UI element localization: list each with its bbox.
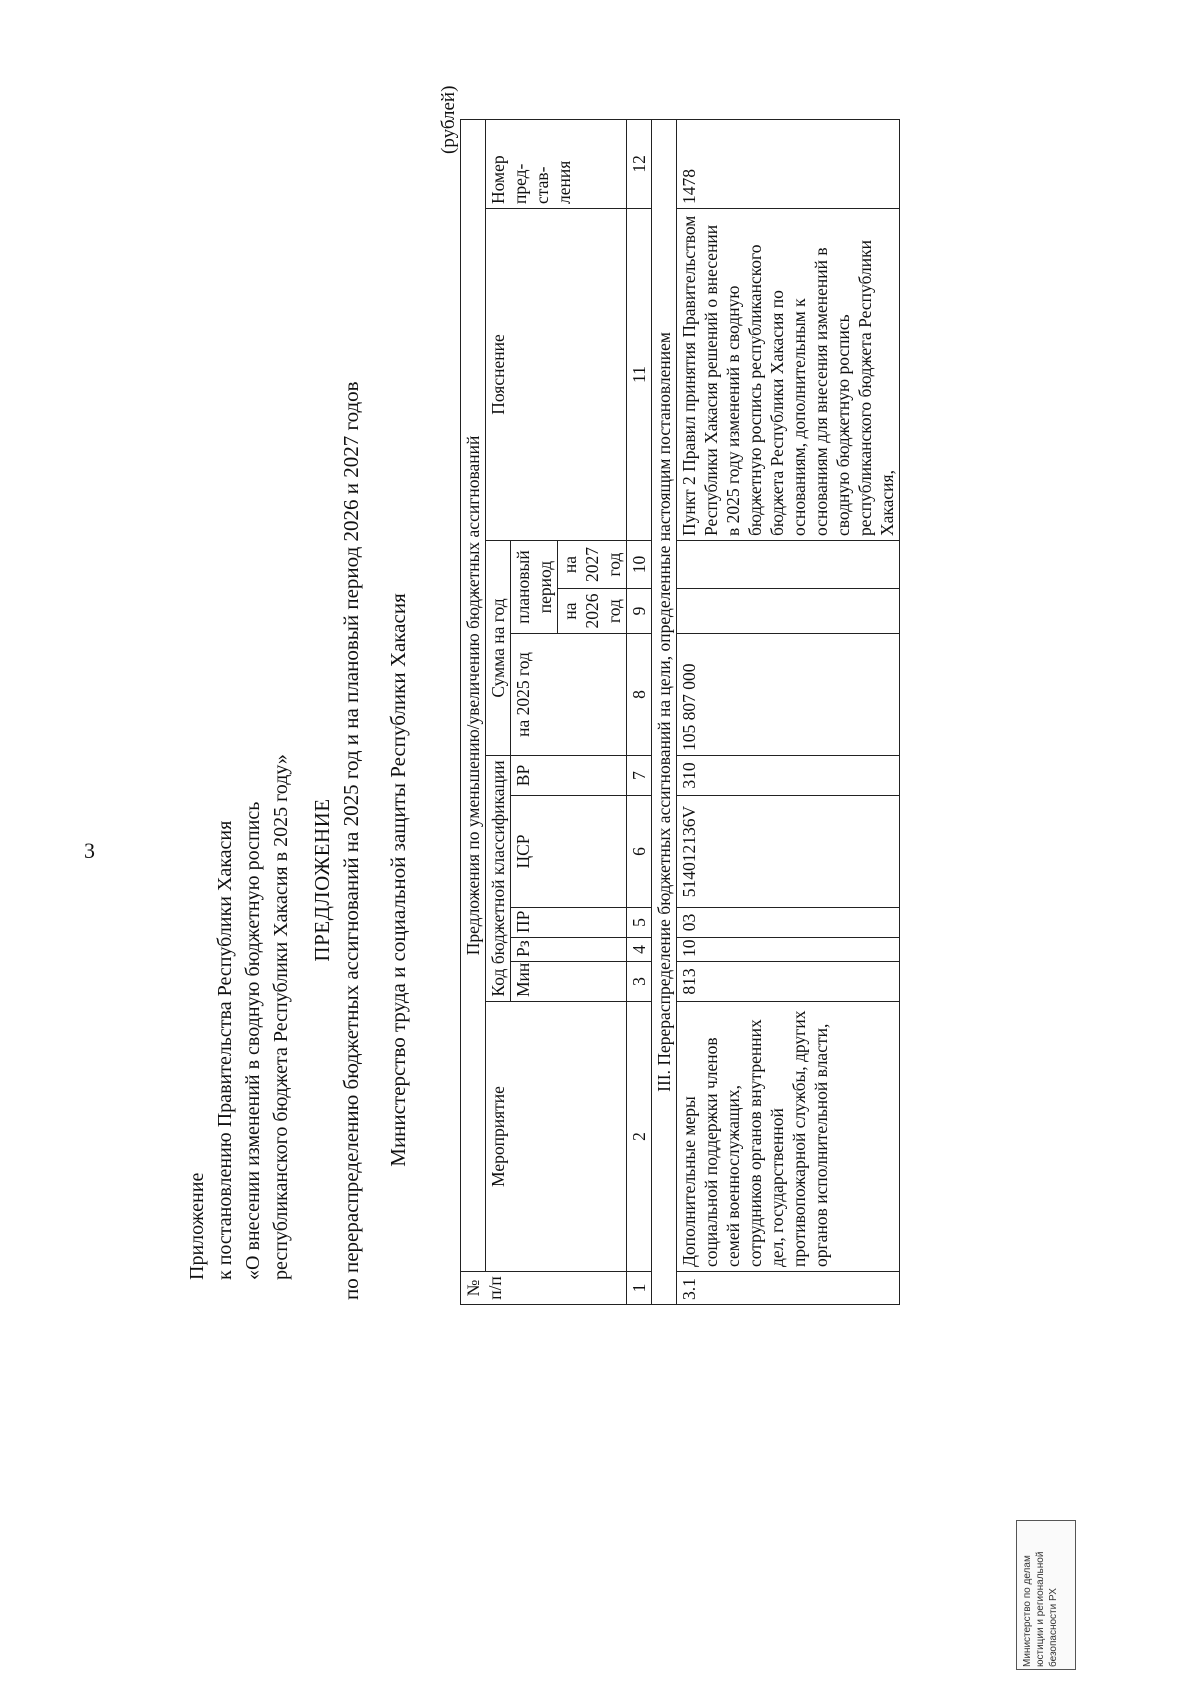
index-cell: 4 xyxy=(627,938,652,962)
header-sum: Сумма на год xyxy=(486,541,511,756)
appendix-line-4: республиканского бюджета Республики Хакасия в 2025 году» xyxy=(270,754,292,1280)
index-cell: 1 xyxy=(627,1272,652,1305)
header-sum-2025: на 2025 год xyxy=(511,634,627,756)
index-cell: 7 xyxy=(627,756,652,796)
row-sum-2025: 105 807 000 xyxy=(677,634,900,756)
reallocation-table-wrapper xyxy=(460,120,900,1305)
page-number: 3 xyxy=(84,838,95,863)
appendix-line-1: Приложение xyxy=(186,1172,208,1280)
index-cell: 6 xyxy=(627,796,652,908)
header-code: Код бюджетной классификации xyxy=(486,756,511,1002)
index-row xyxy=(627,119,652,1304)
header-min: Мин xyxy=(511,962,627,1002)
index-cell: 3 xyxy=(627,962,652,1002)
row-2027 xyxy=(677,541,900,589)
header-csr: ЦСР xyxy=(511,796,627,908)
row-min: 813 xyxy=(677,962,900,1002)
appendix-block xyxy=(183,754,295,1280)
section-row xyxy=(652,119,677,1304)
header-2027: на 2027 год xyxy=(558,541,627,589)
row-event: Дополнительные меры социальной поддержки членов семей военнослужащих, сотрудников органов внутренних дел, государственной противопожарной службы, других органов исполнительной власти, xyxy=(677,1002,900,1272)
header-row-2 xyxy=(486,119,511,1304)
index-cell: 9 xyxy=(627,589,652,634)
row-rz: 10 xyxy=(677,938,900,962)
header-submission: Номер пред- став- ления xyxy=(486,119,627,208)
units-label: (рублей) xyxy=(438,85,459,154)
index-cell: 8 xyxy=(627,634,652,756)
header-event: Мероприятие xyxy=(486,1002,627,1272)
header-explanation: Пояснение xyxy=(486,209,627,541)
index-cell: 10 xyxy=(627,541,652,589)
row-pr: 03 xyxy=(677,908,900,938)
appendix-line-3: «О внесении изменений в сводную бюджетную роспись xyxy=(242,801,264,1280)
index-cell: 11 xyxy=(627,209,652,541)
registration-stamp xyxy=(1016,1520,1076,1670)
stamp-line-1: Министерство по делам xyxy=(1022,1555,1033,1667)
stamp-line-2: юстиции и региональной xyxy=(1035,1551,1046,1667)
section-title: III. Перераспределение бюджетных ассигнований на цели, определенные настоящим постановлением xyxy=(652,119,677,1304)
row-csr: 514012136V xyxy=(677,796,900,908)
row-explanation: Пункт 2 Правил принятия Правительством Республики Хакасия решений о внесении в 2025 году изменений в сводную бюджетную роспись республиканского бюджета Республики Хакасия по основаниям, дополнительным к основаниям для внесения изменений в сводную бюджетную роспись республиканского бюджета Республики Хакасия, xyxy=(677,209,900,541)
header-vr: ВР xyxy=(511,756,627,796)
stamp-line-3: безопасности РХ xyxy=(1048,1588,1059,1667)
proposal-subtitle: по перераспределению бюджетных ассигнований на 2025 год и на плановый период 2026 и 2027 годов xyxy=(339,381,363,1300)
proposal-heading xyxy=(308,381,366,1300)
index-cell: 5 xyxy=(627,908,652,938)
header-row-1 xyxy=(461,119,486,1304)
stamp-text xyxy=(1021,1552,1060,1667)
header-group: Предложения по уменьшению/увеличению бюджетных ассигнований xyxy=(461,119,486,1271)
row-num: 3.1 xyxy=(677,1272,900,1305)
header-planned: плановый период xyxy=(511,541,558,634)
header-2026: на 2026 год xyxy=(558,589,627,634)
proposal-title: ПРЕДЛОЖЕНИЕ xyxy=(310,798,334,962)
header-rz: Рз xyxy=(511,938,627,962)
row-submission: 1478 xyxy=(677,119,900,208)
ministry-name: Министерство труда и социальной защиты Республики Хакасия xyxy=(386,593,410,1167)
index-cell: 2 xyxy=(627,1002,652,1272)
row-2026 xyxy=(677,589,900,634)
table-row xyxy=(677,119,900,1304)
reallocation-table xyxy=(460,119,900,1305)
header-num: № п/п xyxy=(461,1272,627,1305)
index-cell: 12 xyxy=(627,119,652,208)
header-pr: ПР xyxy=(511,908,627,938)
appendix-line-2: к постановлению Правительства Республики Хакасия xyxy=(214,820,236,1280)
row-vr: 310 xyxy=(677,756,900,796)
